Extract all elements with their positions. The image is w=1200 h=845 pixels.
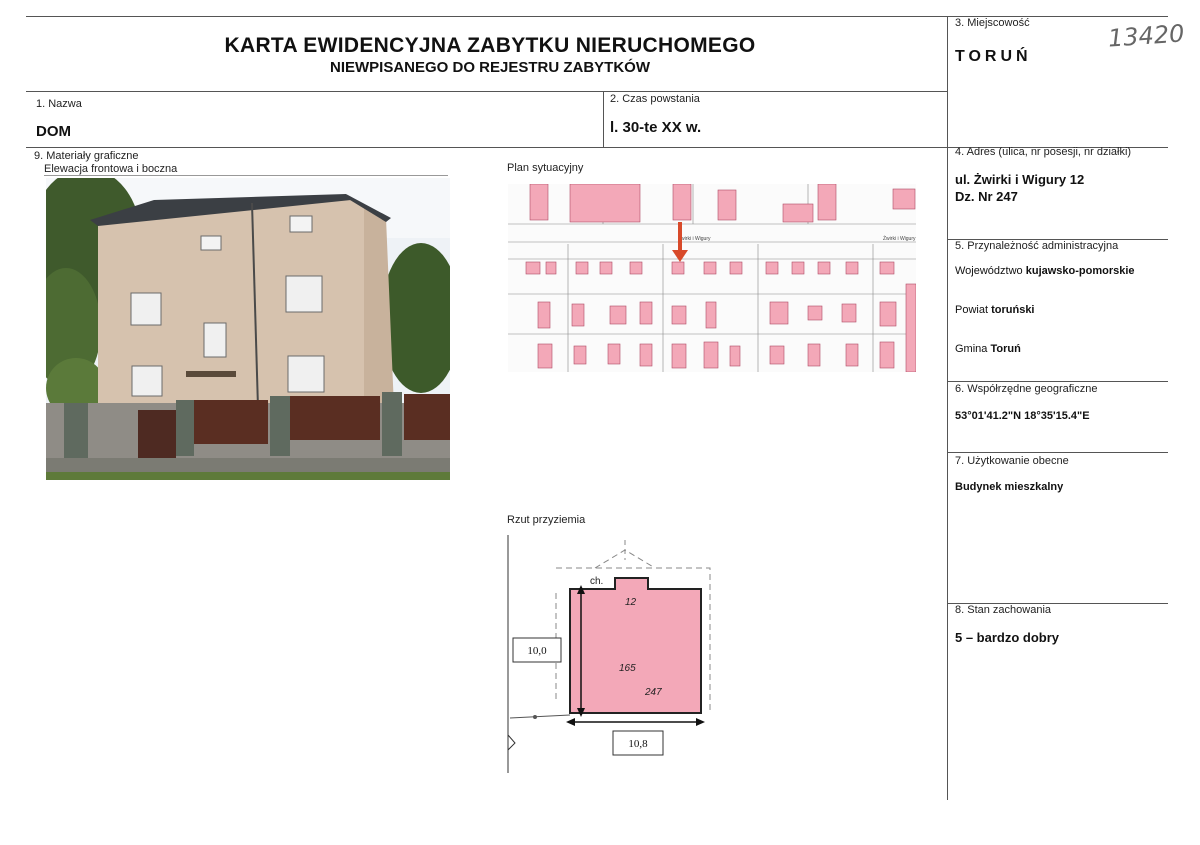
coords-bottom-line: [947, 452, 1168, 453]
name-label: 1. Nazwa: [36, 98, 82, 110]
commune-prefix: Gmina: [955, 343, 988, 355]
house-photo-drawing: [46, 178, 450, 480]
plan-num-mid: 165: [619, 663, 636, 674]
map-street-label: Żwirki i Wigury: [678, 236, 711, 242]
plan-dim-horizontal: 10,8: [628, 738, 648, 750]
map-street-label-right: Żwirki i Wigury: [883, 236, 916, 242]
name-value: DOM: [36, 123, 71, 140]
site-map: [508, 184, 916, 372]
photo-caption: Elewacja frontowa i boczna: [44, 163, 178, 175]
coords-label: 6. Współrzędne geograficzne: [955, 383, 1098, 395]
voivodeship-value: kujawsko-pomorskie: [1025, 265, 1135, 277]
handwritten-number: 13420: [1107, 19, 1186, 53]
plan-num-bot: 247: [645, 687, 662, 698]
county-row: [955, 304, 1035, 316]
name-date-divider: [603, 91, 604, 147]
county-prefix: Powiat: [955, 304, 989, 316]
condition-value: 5 – bardzo dobry: [955, 630, 1060, 645]
date-value: l. 30-te XX w.: [610, 119, 702, 136]
commune-row: [955, 343, 1021, 355]
date-label: 2. Czas powstania: [610, 93, 700, 105]
county-value: toruński: [991, 304, 1035, 316]
ground-floor-plan-drawing: [505, 535, 720, 775]
map-caption: Plan sytuacyjny: [507, 162, 584, 174]
locality-value: TORUŃ: [955, 48, 1032, 65]
coords-value: 53°01'41.2"N 18°35'15.4"E: [955, 410, 1090, 422]
plan-num-top: 12: [625, 597, 637, 608]
plan-caption: Rzut przyziemia: [507, 514, 586, 526]
photo-caption-underline: [44, 175, 448, 176]
usage-value: Budynek mieszkalny: [955, 481, 1064, 493]
card-title: KARTA EWIDENCYJNA ZABYTKU NIERUCHOMEGO: [224, 34, 756, 57]
site-map-drawing: [508, 184, 916, 372]
voivodeship-row: [955, 265, 1135, 277]
ground-floor-plan: [505, 535, 720, 775]
admin-label: 5. Przynależność administracyjna: [955, 240, 1119, 252]
usage-label: 7. Użytkowanie obecne: [955, 455, 1069, 467]
plan-ch-label: ch.: [590, 576, 604, 587]
card-subtitle: NIEWPISANEGO DO REJESTRU ZABYTKÓW: [329, 59, 651, 76]
condition-label: 8. Stan zachowania: [955, 604, 1052, 616]
admin-bottom-line: [947, 381, 1168, 382]
voivodeship-prefix: Województwo: [955, 265, 1023, 277]
address-line1: ul. Żwirki i Wigury 12: [955, 172, 1085, 187]
frame-right-column-line: [947, 16, 948, 800]
address-label: 4. Adres (ulica, nr posesji, nr działki): [955, 146, 1132, 158]
commune-value: Toruń: [990, 343, 1021, 355]
locality-label: 3. Miejscowość: [955, 17, 1030, 29]
graphics-label: 9. Materiały graficzne: [34, 150, 139, 162]
house-photo: [46, 178, 450, 480]
title-bottom-line: [26, 91, 947, 92]
address-line2: Dz. Nr 247: [955, 189, 1018, 204]
plan-dim-vertical: 10,0: [527, 645, 547, 657]
